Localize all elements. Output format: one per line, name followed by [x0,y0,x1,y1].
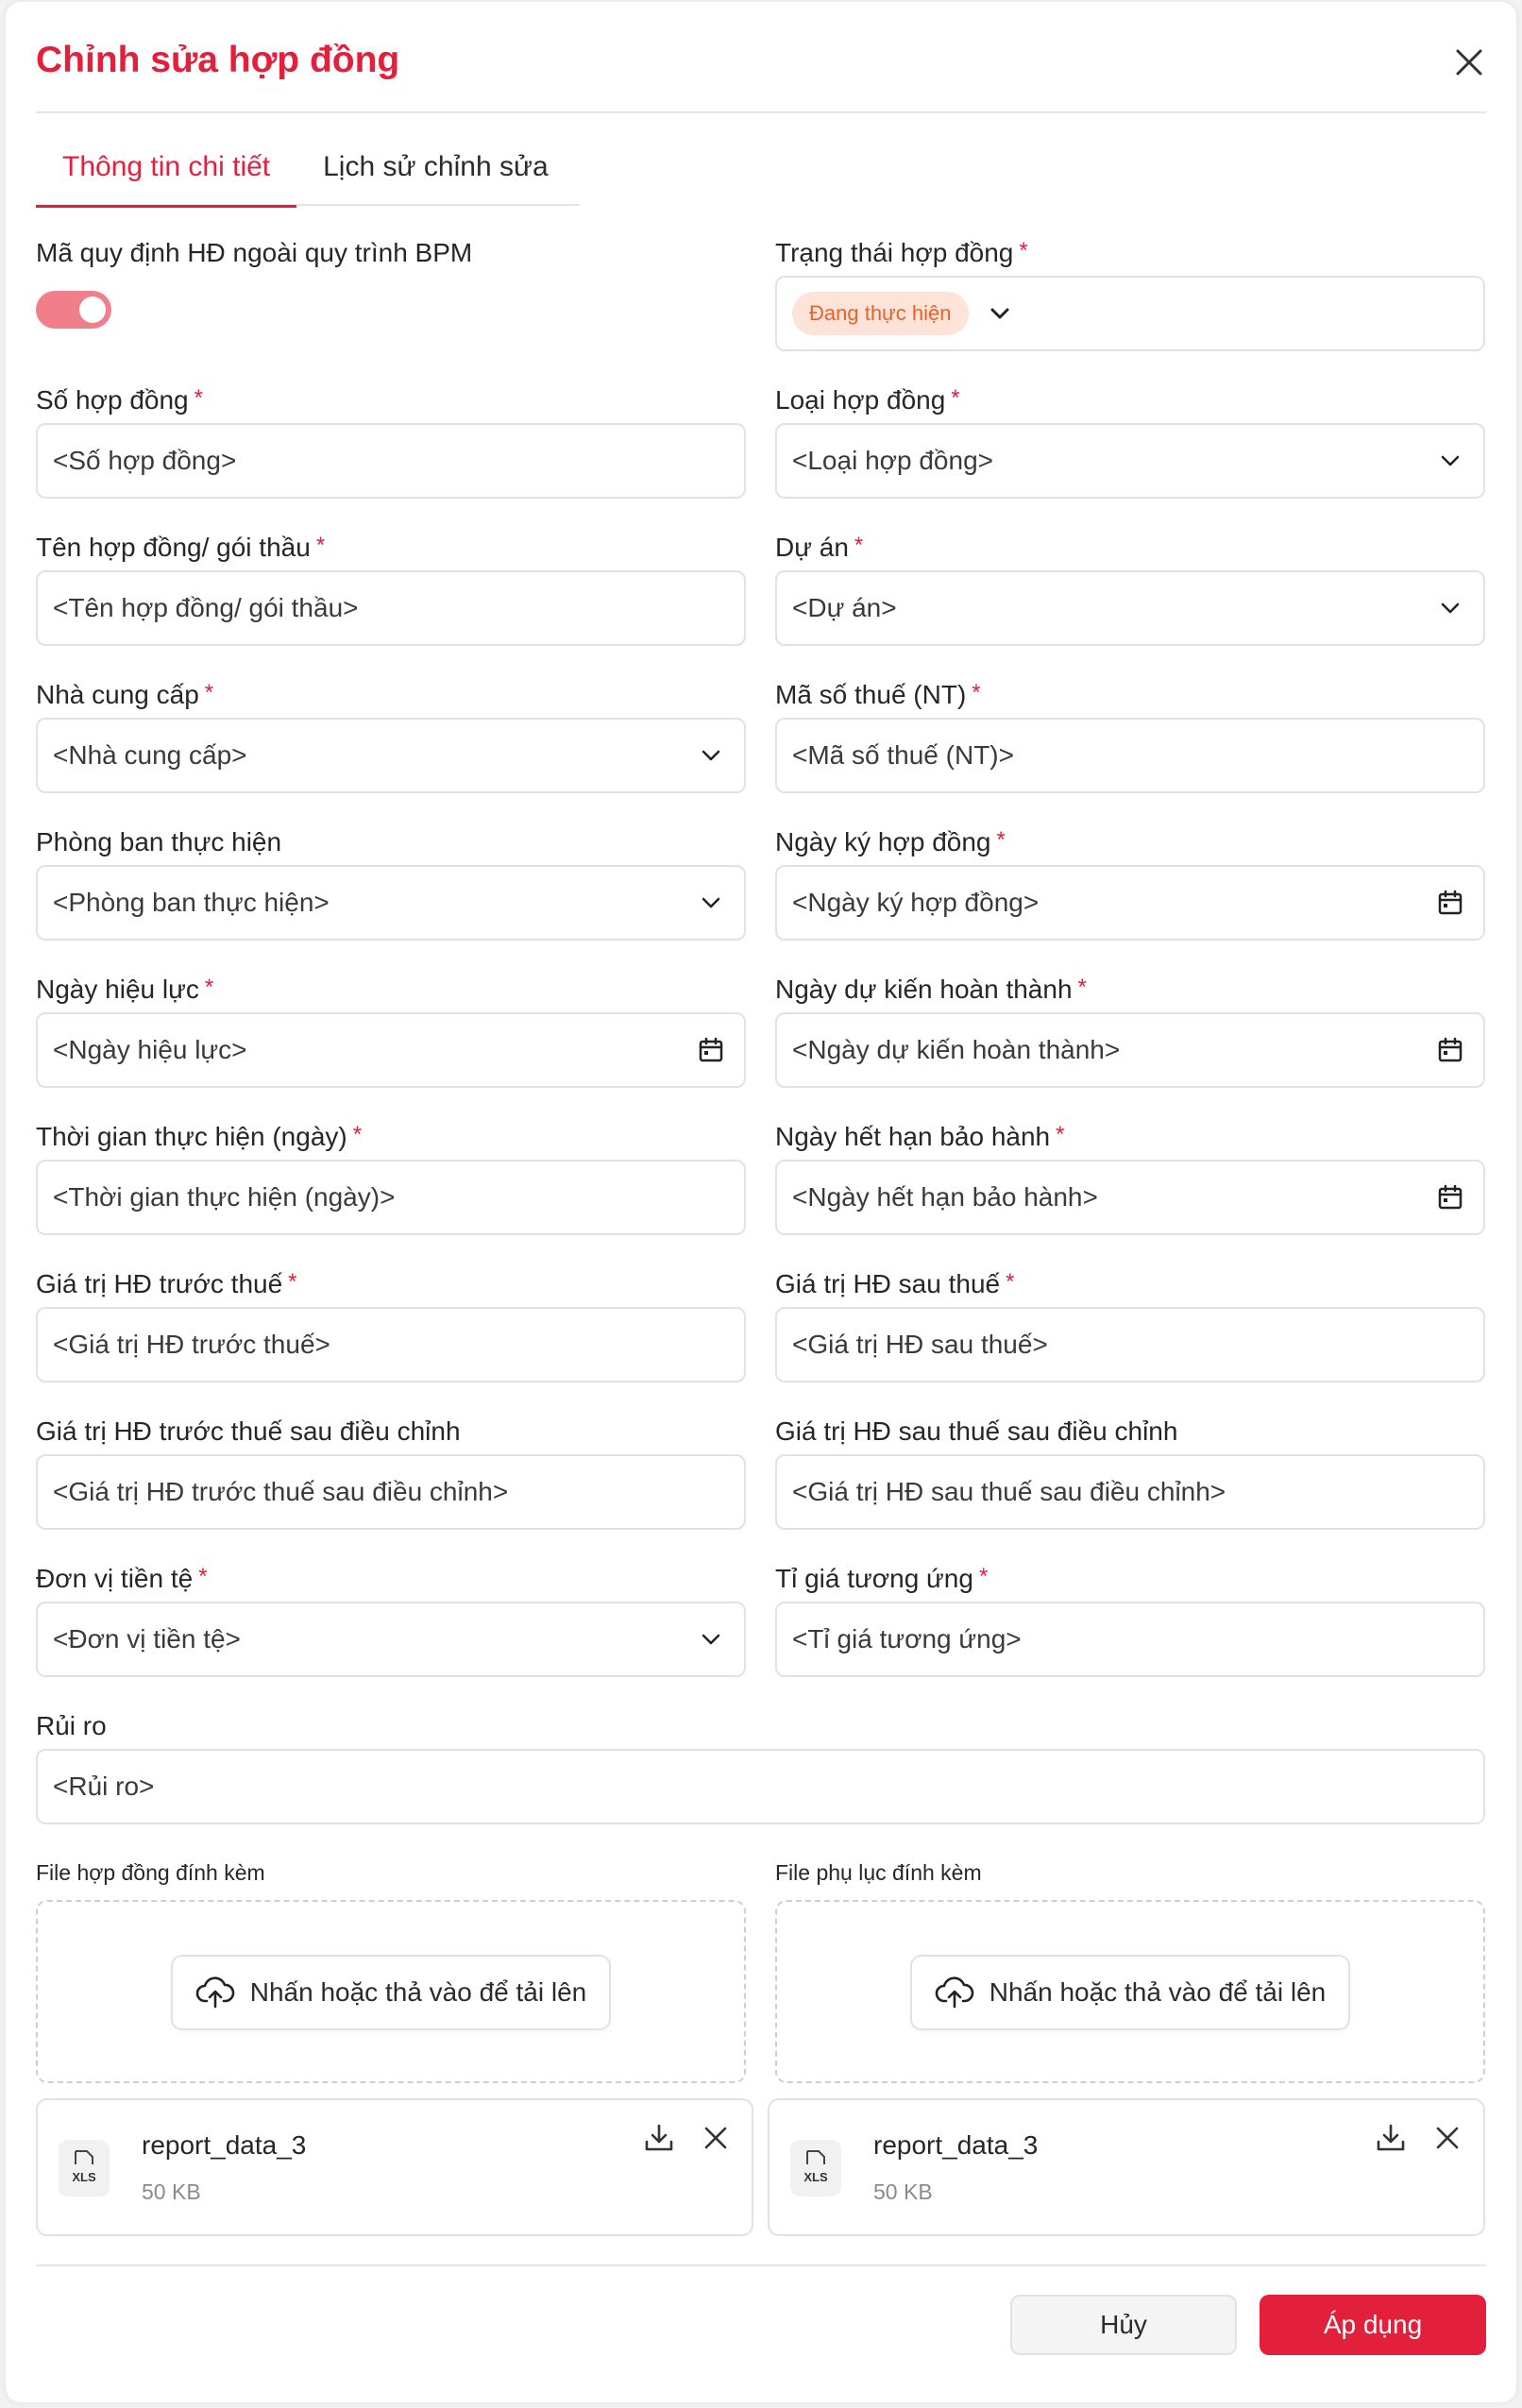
ngay-hieu-luc-label: Ngày hiệu lực * [36,975,214,1004]
calendar-icon [1436,1183,1464,1212]
gia-tri-truoc-thue-dc-input[interactable]: <Giá trị HĐ trước thuế sau điều chỉnh> [36,1454,746,1530]
gia-tri-truoc-thue-input[interactable]: <Giá trị HĐ trước thuế> [36,1307,746,1382]
ngay-het-han-datepicker[interactable]: <Ngày hết hạn bảo hành> [775,1160,1485,1235]
calendar-icon [697,1036,725,1064]
appendix-file-label: File phụ lục đính kèm [775,1860,982,1885]
ngay-hieu-luc-datepicker[interactable]: <Ngày hiệu lực> [36,1012,746,1088]
dialog-header [36,2,1486,113]
du-an-select[interactable]: <Dự án> [775,570,1485,646]
file-name: report_data_3 [142,2130,307,2160]
gia-tri-sau-thue-label: Giá trị HĐ sau thuế * [775,1269,1015,1298]
gia-tri-sau-thue-dc-label: Giá trị HĐ sau thuế sau điều chỉnh [775,1416,1178,1446]
phong-ban-label: Phòng ban thực hiện [36,827,282,856]
contract-file-card [36,2098,753,2236]
tab-bar [36,134,580,206]
toggle-knob [79,297,106,323]
ten-hop-dong-label: Tên hợp đồng/ gói thầu * [36,533,326,562]
xls-file-icon [790,2140,841,2196]
chevron-down-icon [986,299,1014,328]
rui-ro-input[interactable]: <Rủi ro> [36,1749,1485,1824]
bpm-toggle[interactable] [36,291,111,329]
don-vi-tien-te-select[interactable]: <Đơn vị tiền tệ> [36,1602,746,1677]
footer-divider [36,2264,1486,2266]
thoi-gian-input[interactable]: <Thời gian thực hiện (ngày)> [36,1160,746,1235]
gia-tri-sau-thue-dc-input[interactable]: <Giá trị HĐ sau thuế sau điều chỉnh> [775,1454,1485,1530]
ma-so-thue-input[interactable]: <Mã số thuế (NT)> [775,718,1485,793]
phong-ban-select[interactable]: <Phòng ban thực hiện> [36,865,746,941]
nha-cung-cap-label: Nhà cung cấp * [36,680,214,709]
download-icon[interactable] [1374,2121,1408,2155]
edit-contract-dialog [6,2,1516,2402]
contract-upload-button[interactable] [171,1955,611,2030]
don-vi-tien-te-label: Đơn vị tiền tệ * [36,1564,208,1593]
chevron-down-icon [697,889,725,917]
svg-text:XLS: XLS [72,2170,96,2184]
ngay-ky-label: Ngày ký hợp đồng * [775,827,1006,856]
ngay-het-han-label: Ngày hết hạn bảo hành * [775,1122,1065,1151]
chevron-down-icon [697,1625,725,1653]
nha-cung-cap-select[interactable]: <Nhà cung cấp> [36,718,746,793]
ma-so-thue-label: Mã số thuế (NT) * [775,680,981,709]
xls-file-icon [59,2140,110,2196]
ten-hop-dong-input[interactable]: <Tên hợp đồng/ gói thầu> [36,570,746,646]
upload-button-label: Nhấn hoặc thả vào để tải lên [989,1977,1327,2007]
thoi-gian-label: Thời gian thực hiện (ngày) * [36,1122,363,1151]
cancel-button[interactable]: Hủy [1010,2295,1237,2355]
chevron-down-icon [1436,447,1464,475]
appendix-dropzone[interactable] [775,1900,1485,2083]
download-icon[interactable] [642,2121,676,2155]
appendix-file-card [768,2098,1485,2236]
ngay-du-kien-label: Ngày dự kiến hoàn thành * [775,975,1087,1004]
bpm-toggle-label: Mã quy định HĐ ngoài quy trình BPM [36,238,473,267]
loai-hop-dong-label: Loại hợp đồng * [775,385,960,415]
ti-gia-input[interactable]: <Tỉ giá tương ứng> [775,1602,1485,1677]
appendix-upload-button[interactable] [910,1955,1350,2030]
loai-hop-dong-select[interactable]: <Loại hợp đồng> [775,423,1485,499]
file-size: 50 KB [873,2179,933,2204]
so-hop-dong-label: Số hợp đồng * [36,385,203,415]
gia-tri-sau-thue-input[interactable]: <Giá trị HĐ sau thuế> [775,1307,1485,1382]
tab-edit-history[interactable]: Lịch sử chỉnh sửa [323,151,549,182]
file-name: report_data_3 [873,2130,1039,2160]
gia-tri-truoc-thue-label: Giá trị HĐ trước thuế * [36,1269,297,1298]
cloud-upload-icon [935,1973,974,2012]
chevron-down-icon [697,741,725,770]
remove-file-icon[interactable] [1430,2121,1464,2155]
status-select[interactable] [775,276,1485,351]
contract-dropzone[interactable] [36,1900,746,2083]
svg-text:XLS: XLS [803,2170,828,2184]
ngay-du-kien-datepicker[interactable]: <Ngày dự kiến hoàn thành> [775,1012,1485,1088]
status-label: Trạng thái hợp đồng * [775,238,1028,267]
ngay-ky-datepicker[interactable]: <Ngày ký hợp đồng> [775,865,1485,941]
dialog-title: Chỉnh sửa hợp đồng [36,40,400,80]
du-an-label: Dự án * [775,533,864,562]
cloud-upload-icon [195,1973,235,2012]
remove-file-icon[interactable] [699,2121,733,2155]
upload-button-label: Nhấn hoặc thả vào để tải lên [249,1977,587,2007]
rui-ro-label: Rủi ro [36,1711,107,1740]
tab-detail-info[interactable]: Thông tin chi tiết [36,134,296,206]
file-size: 50 KB [142,2179,201,2204]
contract-file-label: File hợp đồng đính kèm [36,1860,265,1885]
status-badge: Đang thực hiện [792,292,969,335]
calendar-icon [1436,889,1464,917]
chevron-down-icon [1436,594,1464,622]
ti-gia-label: Tỉ giá tương ứng * [775,1564,989,1593]
apply-button[interactable]: Áp dụng [1260,2295,1486,2355]
gia-tri-truoc-thue-dc-label: Giá trị HĐ trước thuế sau điều chỉnh [36,1416,461,1446]
so-hop-dong-input[interactable]: <Số hợp đồng> [36,423,746,499]
close-icon[interactable] [1452,45,1486,79]
calendar-icon [1436,1036,1464,1064]
